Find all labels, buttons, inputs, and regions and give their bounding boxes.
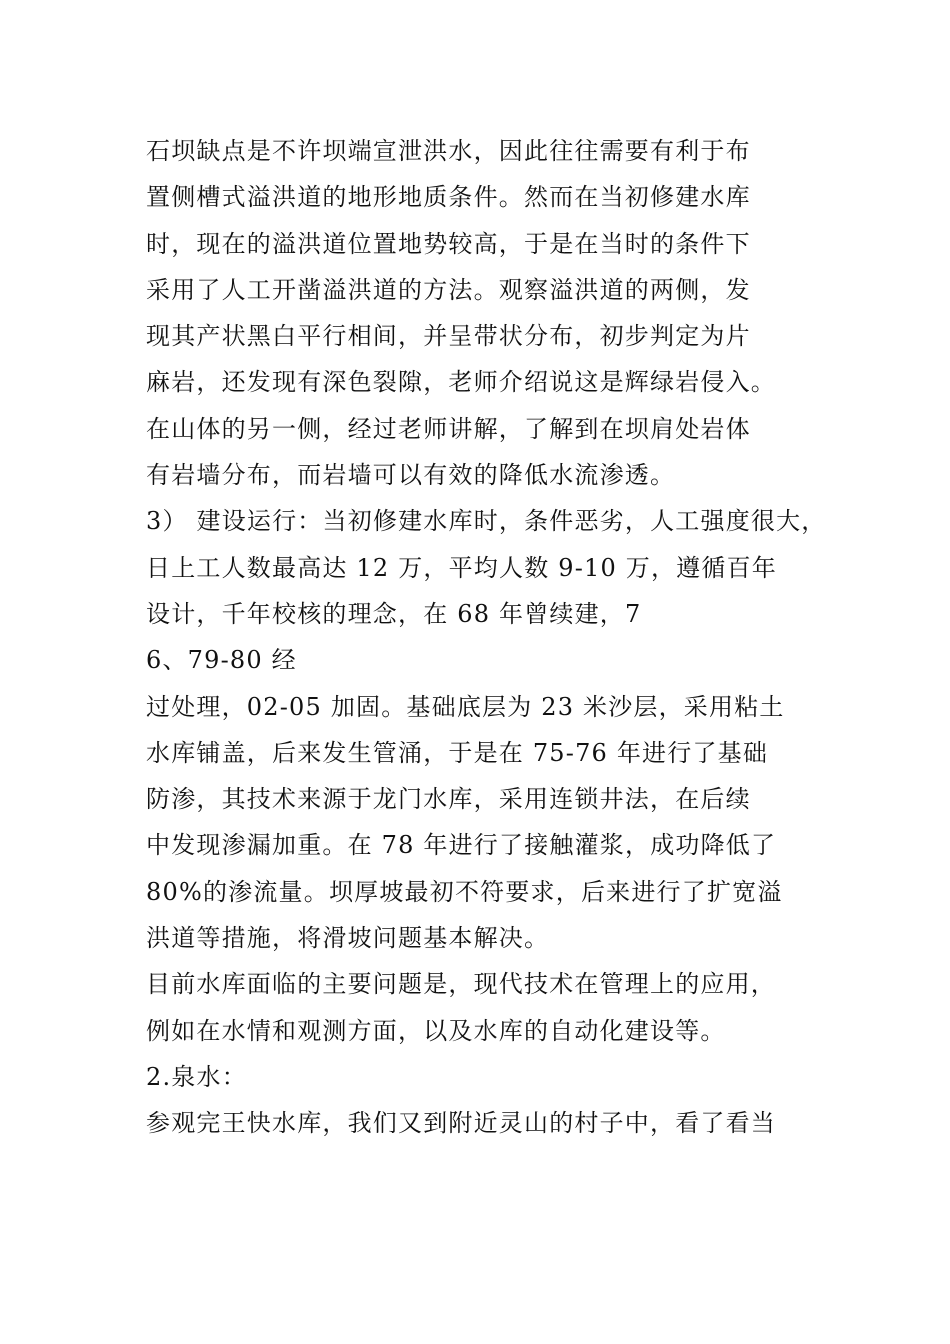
text-line: 防渗，其技术来源于龙门水库，采用连锁井法，在后续 (146, 785, 751, 814)
text-line: 置侧槽式溢洪道的地形地质条件。然而在当初修建水库 (146, 183, 751, 212)
text-line: 过处理，02-05 加固。基础底层为 23 米沙层，采用粘土 (146, 692, 785, 721)
text-line: 设计，千年校核的理念，在 68 年曾续建，7 (146, 599, 642, 628)
text-line: 中发现渗漏加重。在 78 年进行了接触灌浆，成功降低了 (146, 831, 777, 860)
text-line: 在山体的另一侧，经过老师讲解，了解到在坝肩处岩体 (146, 414, 751, 443)
text-line: 6、79-80 经 (146, 646, 297, 675)
body-text (146, 128, 826, 1147)
text-line: 参观完王快水库，我们又到附近灵山的村子中，看了看当 (146, 1109, 776, 1138)
text-line: 麻岩，还发现有深色裂隙，老师介绍说这是辉绿岩侵入。 (146, 368, 776, 397)
text-line: 有岩墙分布，而岩墙可以有效的降低水流渗透。 (146, 461, 676, 490)
text-line: 采用了人工开凿溢洪道的方法。观察溢洪道的两侧，发 (146, 275, 751, 304)
text-line: 例如在水情和观测方面，以及水库的自动化建设等。 (146, 1016, 726, 1045)
text-line: 现其产状黑白平行相间，并呈带状分布，初步判定为片 (146, 322, 751, 351)
text-line: 时，现在的溢洪道位置地势较高，于是在当时的条件下 (146, 229, 751, 258)
text-line: 3） 建设运行：当初修建水库时，条件恶劣，人工强度很大， (146, 507, 827, 536)
text-line: 洪道等措施，将滑坡问题基本解决。 (146, 924, 550, 953)
section-heading: 2.泉水： (146, 1062, 247, 1091)
text-line: 80%的渗流量。坝厚坡最初不符要求，后来进行了扩宽溢 (146, 877, 783, 906)
text-line: 日上工人数最高达 12 万，平均人数 9-10 万，遵循百年 (146, 553, 777, 582)
text-line: 石坝缺点是不许坝端宣泄洪水，因此往往需要有利于布 (146, 137, 751, 165)
text-line: 水库铺盖，后来发生管涌，于是在 75-76 年进行了基础 (146, 738, 769, 767)
text-line: 目前水库面临的主要问题是，现代技术在管理上的应用， (146, 970, 776, 999)
